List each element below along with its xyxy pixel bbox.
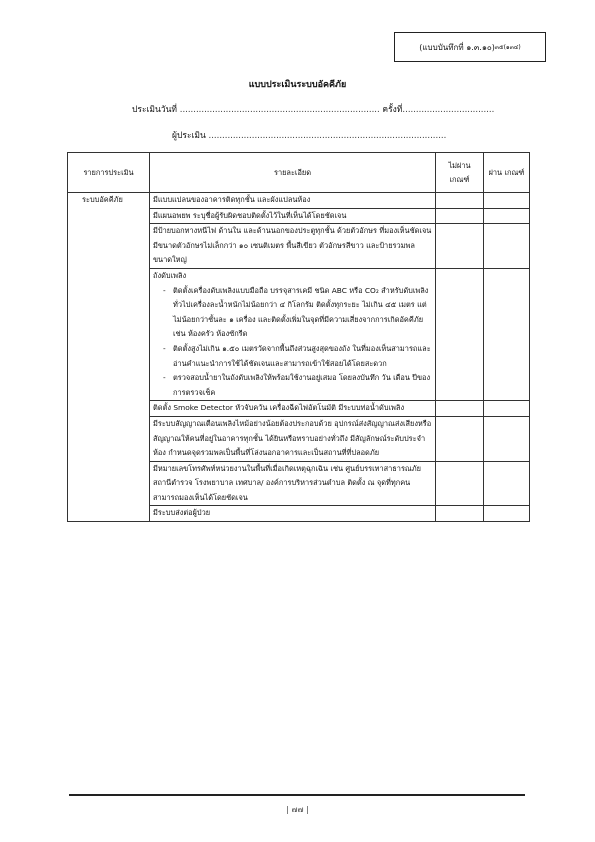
- table-row: [68, 416, 530, 461]
- bullet-dash: -: [163, 373, 166, 383]
- form-number-sup: ๓๕(๑๓๔): [494, 44, 521, 51]
- topic-cell: ระบบอัคคีภัย: [68, 193, 150, 209]
- detail-cell: มีระบบส่งต่อผู้ป่วย: [150, 506, 436, 522]
- pass-checkbox-cell[interactable]: [484, 224, 530, 269]
- bullet-item: [163, 371, 432, 400]
- table-header-row: [68, 153, 530, 193]
- pass-checkbox-cell[interactable]: [484, 506, 530, 522]
- pass-checkbox-cell[interactable]: [484, 401, 530, 417]
- pass-checkbox-cell[interactable]: [484, 193, 530, 209]
- table-row: [68, 268, 530, 400]
- detail-cell: มีแบบแปลนของอาคารติดทุกชั้น และผังแปลนห้อง: [150, 193, 436, 209]
- assessor-blank[interactable]: ........................................................................................: [208, 131, 447, 141]
- detail-cell: มีระบบสัญญาณเตือนเพลิงไหม้อย่างน้อยต้องประกอบด้วย อุปกรณ์ส่งสัญญาณส่งเสียงหรือสัญญาณให้คนที่อยู่ในอาคารทุกชั้น ได้ยินหรือทราบอย่างทั่วถึง มีสัญลักษณ์ระดับประจำห้อง กำหนดจุดรวมพลเป็นพื้นที่โล่งนอกอาคารและเป็นสถานที่ที่ปลอดภัย: [150, 416, 436, 461]
- detail-cell: [150, 268, 436, 400]
- form-number: (แบบบันทึกที่ ๑.๓.๑๐): [419, 42, 495, 52]
- fail-checkbox-cell[interactable]: [436, 268, 484, 400]
- table-row: [68, 401, 530, 417]
- pass-checkbox-cell[interactable]: [484, 461, 530, 506]
- fail-checkbox-cell[interactable]: [436, 208, 484, 224]
- date-round-line: [132, 102, 494, 116]
- header-pass: ผ่าน เกณฑ์: [484, 153, 530, 193]
- detail-cell: มีแผนอพยพ ระบุชื่อผู้รับผิดชอบติดตั้งไว้ในที่เห็นได้โดยชัดเจน: [150, 208, 436, 224]
- header-fail: ไม่ผ่าน เกณฑ์: [436, 153, 484, 193]
- bullet-text: ติดตั้งเครื่องดับเพลิงแบบมือถือ บรรจุสารเคมี ชนิด ABC หรือ CO₂ สำหรับดับเพลิงทั่วไปเครื่องละน้ำหนักไม่น้อยกว่า ๔ กิโลกรัม ติดตั้งทุกระยะ ไม่เกิน ๔๕ เมตร แต่ไม่น้อยกว่าชั้นละ ๑ เครื่อง และติดตั้งเพิ่มในจุดที่มีความเสี่ยงจากการเกิดอัคคีภัย เช่น ห้องครัว ห้องซักรีด: [173, 285, 429, 339]
- fail-checkbox-cell[interactable]: [436, 506, 484, 522]
- form-number-box: [394, 32, 546, 62]
- table-row: [68, 208, 530, 224]
- page-title: แบบประเมินระบบอัคคีภัย: [248, 80, 347, 90]
- assessor-label: ผู้ประเมิน: [172, 131, 206, 141]
- pass-checkbox-cell[interactable]: [484, 208, 530, 224]
- evaluation-table: [67, 152, 530, 522]
- round-label: ครั้งที่: [382, 105, 403, 115]
- fail-checkbox-cell[interactable]: [436, 193, 484, 209]
- date-label: ประเมินวันที่: [132, 105, 178, 115]
- fail-checkbox-cell[interactable]: [436, 461, 484, 506]
- detail-cell: ติดตั้ง Smoke Detector หัวจับควัน เครื่องฉีดไฟอัตโนมัติ มีระบบท่อน้ำดับเพลิง: [150, 401, 436, 417]
- fail-checkbox-cell[interactable]: [436, 416, 484, 461]
- footer-rule: [69, 794, 525, 796]
- page-number: | ๗๗ |: [286, 805, 309, 814]
- bullet-dash: -: [163, 343, 166, 353]
- fail-checkbox-cell[interactable]: [436, 224, 484, 269]
- bullet-text: ติดตั้งสูงไม่เกิน ๑.๕๐ เมตรวัดจากพื้นถึงส่วนสูงสุดของถัง ในที่มองเห็นสามารถและอ่านคำแนะนำการใช้ได้ชัดเจนและสามารถเข้าใช้สอยได้โดยสะดวก: [173, 343, 431, 368]
- extinguisher-heading: ถังดับเพลิง: [153, 270, 187, 280]
- assessor-line: [172, 128, 446, 142]
- round-blank[interactable]: ..................................: [402, 105, 495, 115]
- detail-cell: มีป้ายบอกทางหนีไฟ ด้านใน และด้านนอกของประตูทุกชั้น ด้วยตัวอักษร ที่มองเห็นชัดเจนมีขนาดตัวอักษรไม่เล็กกว่า ๑๐ เซนติเมตร พื้นสีเขียว ตัวอักษรสีขาว และป้ายรวมพลขนาดใหญ่: [150, 224, 436, 269]
- pass-checkbox-cell[interactable]: [484, 416, 530, 461]
- table-row: [68, 193, 530, 209]
- bullet-text: ตรวจสอบน้ำยาในถังดับเพลิงให้พร้อมใช้งานอยู่เสมอ โดยลงบันทึก วัน เดือน ปีของการตรวจเช็ค: [173, 373, 431, 397]
- table-row: [68, 224, 530, 269]
- bullet-item: [163, 342, 432, 371]
- table-row: [68, 506, 530, 522]
- detail-cell: มีหมายเลขโทรศัพท์หน่วยงานในพื้นที่เมื่อเกิดเหตุฉุกเฉิน เช่น ศูนย์บรรเทาสาธารณภัย สถานีตำรวจ โรงพยาบาล เทศบาล/ องค์การบริหารส่วนตำบล ติดตั้ง ณ จุดที่ทุกคนสามารถมองเห็นได้โดยชัดเจน: [150, 461, 436, 506]
- pass-checkbox-cell[interactable]: [484, 268, 530, 400]
- fail-checkbox-cell[interactable]: [436, 401, 484, 417]
- date-blank[interactable]: ..........................................................................: [179, 105, 380, 115]
- table-row: [68, 461, 530, 506]
- header-topic: รายการประเมิน: [68, 153, 150, 193]
- bullet-dash: -: [163, 285, 166, 295]
- header-detail: รายละเอียด: [150, 153, 436, 193]
- bullet-item: [163, 284, 432, 342]
